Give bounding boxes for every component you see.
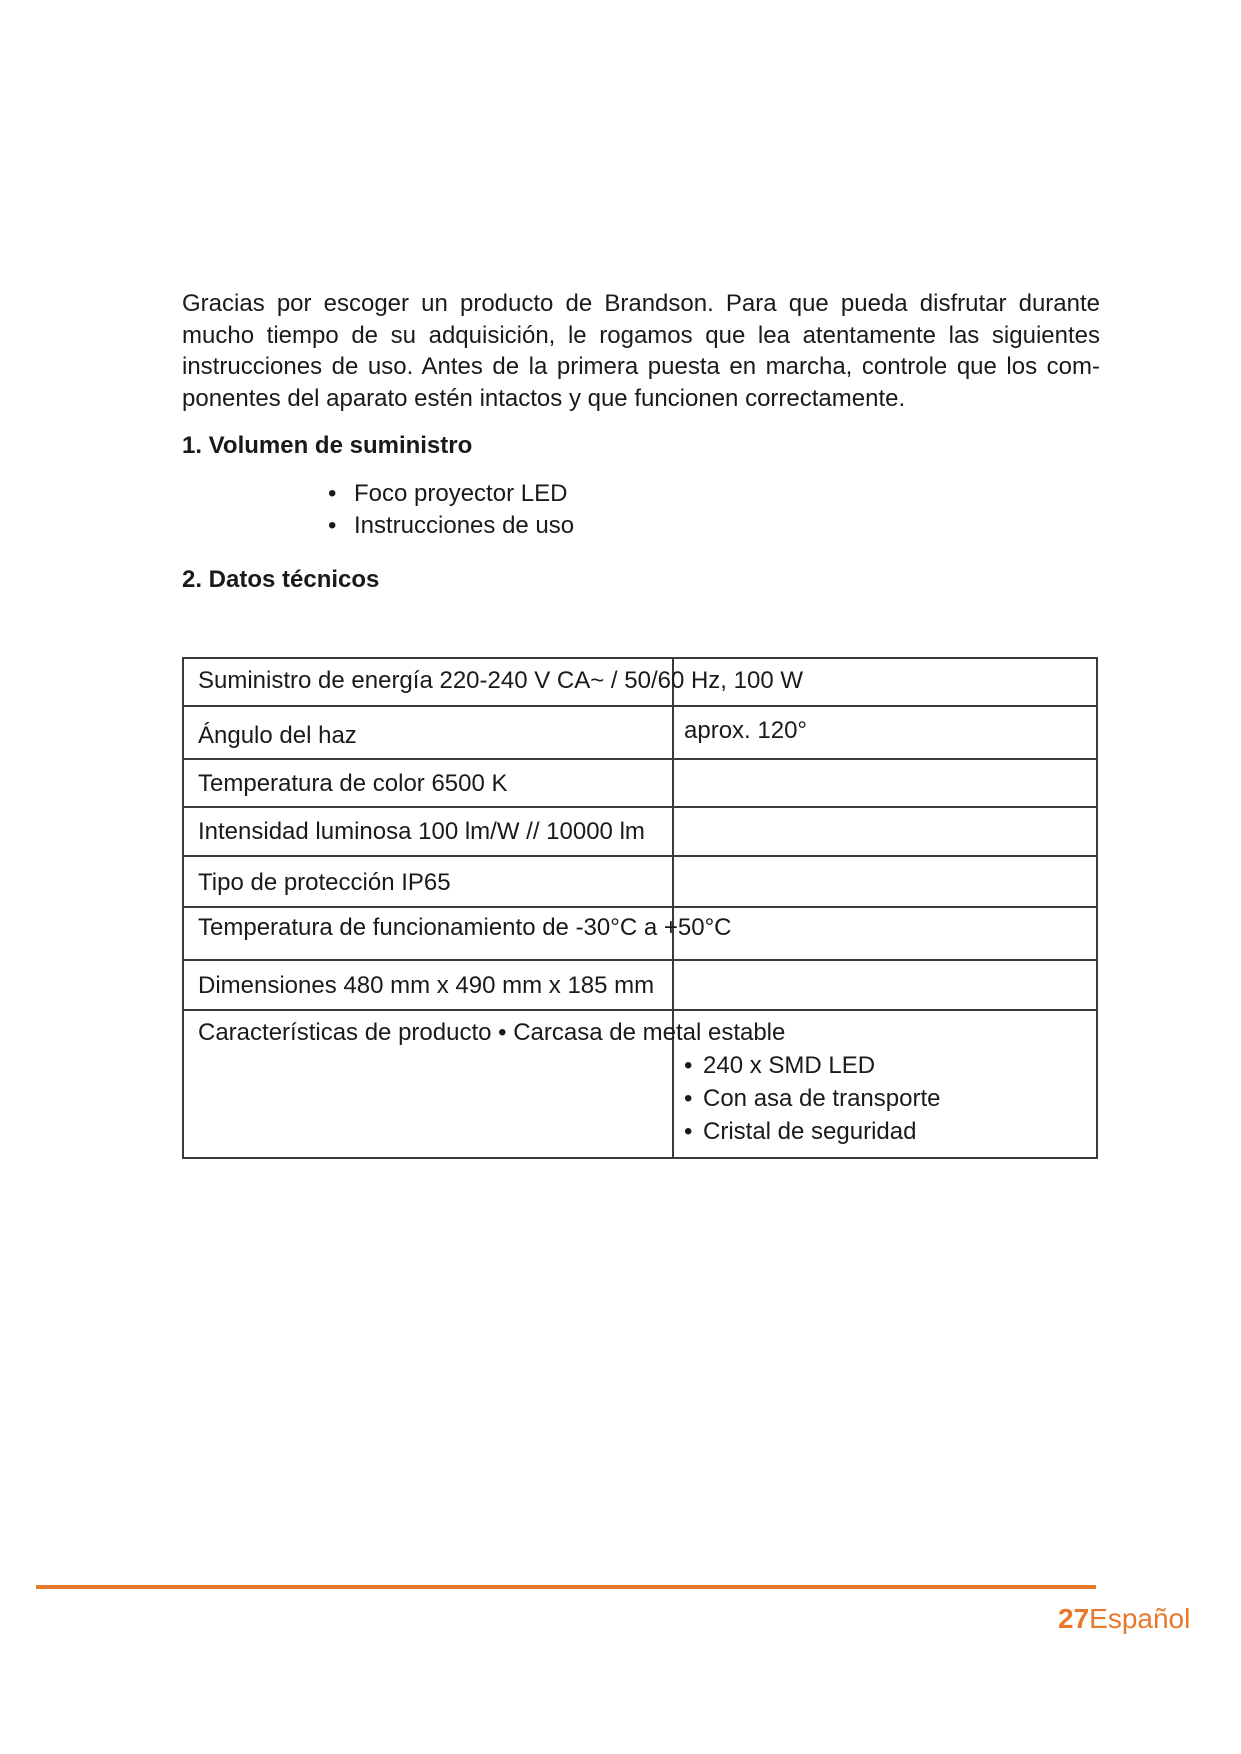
spec-table	[182, 657, 1098, 1159]
spec-left-cell	[183, 658, 804, 706]
spec-label: Tipo de protección IP65	[198, 869, 451, 896]
spec-right-cell	[673, 960, 1097, 1010]
spec-row	[183, 759, 1097, 807]
spec-row	[183, 658, 1097, 706]
spec-label: Características de producto • Carcasa de metal estable	[198, 1019, 786, 1046]
page-footer	[1058, 1603, 1190, 1635]
spec-row	[183, 807, 1097, 856]
spec-right-cell	[673, 807, 1097, 856]
page-number: 27	[1058, 1603, 1090, 1634]
supply-list	[328, 478, 574, 542]
feature-list	[684, 1049, 940, 1148]
tech-heading: 2. Datos técnicos	[182, 566, 380, 593]
spec-row	[183, 856, 1097, 907]
footer-divider	[36, 1585, 1096, 1589]
spec-right-cell	[673, 907, 1097, 960]
intro-paragraph: Gracias por escoger un producto de Brandson. Para que pueda disfrutar durante mucho tiempo de su adquisición, le rogamos que lea atentamente las siguientes instrucciones de uso. Antes de la primera puesta en marcha, controle que los com- ponentes del aparato estén intactos y que funcionen correctamente.	[182, 290, 1100, 412]
spec-label: Ángulo del haz	[198, 722, 357, 749]
spec-right-cell	[673, 856, 1097, 907]
supply-item: • Foco proyector LED	[328, 478, 574, 510]
spec-label: Dimensiones 480 mm x 490 mm x 185 mm	[198, 972, 655, 999]
spec-left-cell	[183, 807, 673, 856]
spec-row	[183, 907, 1097, 960]
spec-right-cell	[673, 759, 1097, 807]
language-label: Español	[1089, 1603, 1191, 1634]
spec-left-cell	[183, 759, 673, 807]
feature-item: • 240 x SMD LED	[684, 1049, 940, 1082]
spec-left-cell	[183, 856, 673, 907]
spec-row	[183, 960, 1097, 1010]
spec-label: Temperatura de color 6500 K	[198, 770, 508, 797]
feature-item: • Con asa de transporte	[684, 1082, 940, 1115]
spec-left-cell	[183, 960, 673, 1010]
spec-left-cell	[183, 1010, 786, 1158]
spec-label: Intensidad luminosa 100 lm/W // 10000 lm	[198, 818, 645, 845]
spec-row	[183, 706, 1097, 759]
supply-heading: 1. Volumen de suministro	[182, 432, 473, 459]
spec-left-cell	[183, 907, 732, 960]
spec-value: aprox. 120°	[684, 717, 808, 744]
spec-right-cell	[673, 706, 1097, 759]
spec-label: Suministro de energía 220-240 V CA~ / 50/60 Hz, 100 W	[198, 667, 804, 694]
feature-item: • Cristal de seguridad	[684, 1115, 940, 1148]
spec-label: Temperatura de funcionamiento de -30°C a +50°C	[198, 914, 732, 941]
spec-left-cell	[183, 706, 673, 759]
supply-item: • Instrucciones de uso	[328, 510, 574, 542]
spec-row	[183, 1010, 1097, 1158]
